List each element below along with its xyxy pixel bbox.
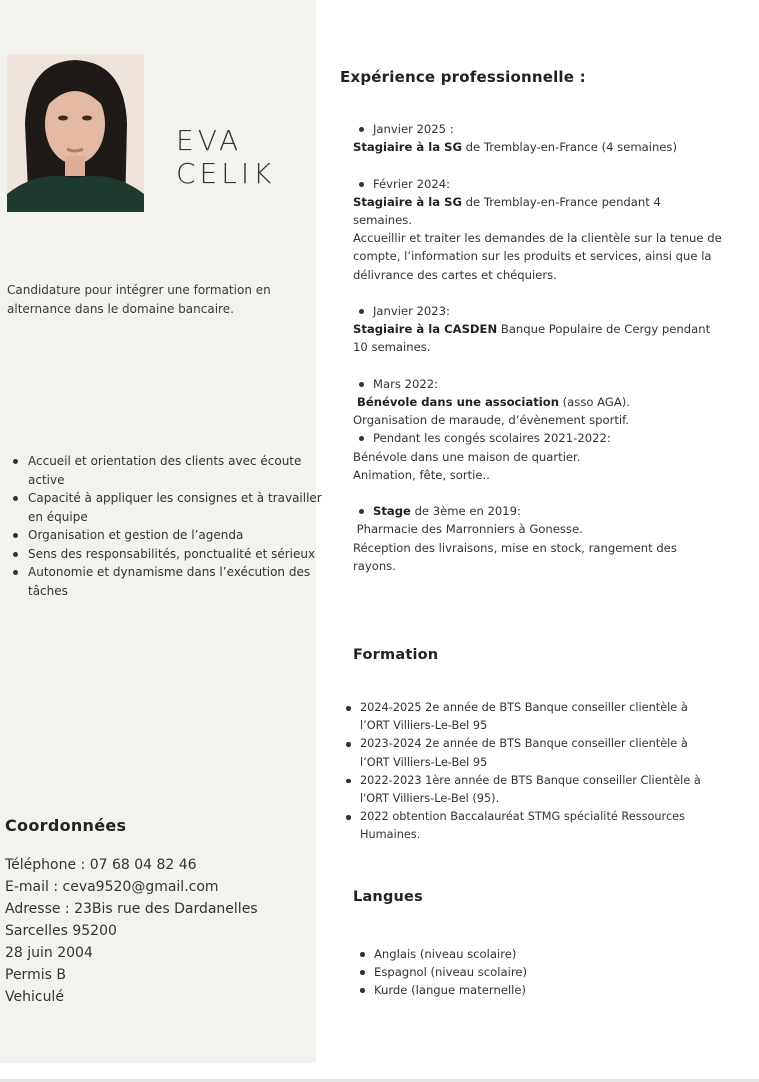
last-name: CELIK [176, 157, 276, 190]
experience-description: Pharmacie des Marronniers à Gonesse. [353, 522, 583, 537]
experience-detail: Banque Populaire de Cergy pendant 10 semaines. [353, 322, 711, 355]
experience-date: Février 2024: [353, 175, 723, 193]
langues-heading: Langues [353, 889, 423, 905]
experience-date [353, 502, 723, 520]
experience-detail: de Tremblay-en-France pendant 4 semaines. [353, 194, 661, 227]
formation-item: 2023-2024 2e année de BTS Banque conseiller clientèle à l’ORT Villiers-Le-Bel 95 [360, 735, 710, 771]
formation-list [360, 699, 710, 845]
contact-details [5, 854, 258, 1008]
skills-list [7, 452, 328, 600]
experience-date: Pendant les congés scolaires 2021-2022: [353, 429, 723, 447]
experience-date: Mars 2022: [353, 375, 723, 393]
experience-description: Accueillir et traiter les demandes de la clientèle sur la tenue de compte, l’information sur les produits et services, ainsi que la délivrance des cartes et chéquiers. [353, 231, 722, 282]
skill-item: Sens des responsabilités, ponctualité et sérieux [28, 545, 328, 564]
contact-heading: Coordonnées [5, 816, 127, 835]
experience-role: Bénévole dans une association [353, 395, 559, 409]
experience-role: Stage [373, 504, 411, 519]
experience-role: Stagiaire à la SG [353, 140, 462, 155]
experience-entry [353, 393, 723, 411]
formation-heading: Formation [353, 647, 439, 663]
experience-entry [353, 320, 723, 356]
experience-role: Stagiaire à la SG [353, 194, 462, 209]
contact-city: Sarcelles 95200 [5, 923, 117, 939]
contact-email: E-mail : ceva9520@gmail.com [5, 879, 219, 895]
skill-item: Autonomie et dynamisme dans l’exécution des tâches [28, 563, 328, 600]
skill-item: Accueil et orientation des clients avec écoute active [28, 452, 328, 489]
formation-item: 2024-2025 2e année de BTS Banque conseiller clientèle à l’ORT Villiers-Le-Bel 95 [360, 699, 710, 735]
experience-detail: (asso AGA). [558, 395, 630, 409]
experience-entry [353, 138, 723, 156]
experience-detail: de Tremblay-en-France (4 semaines) [461, 140, 677, 155]
experience-description: Animation, fête, sortie.. [353, 467, 490, 482]
contact-phone: Téléphone : 07 68 04 82 46 [5, 857, 197, 873]
contact-license: Permis B [5, 967, 66, 983]
profile-photo [7, 54, 144, 212]
profile-summary: Candidature pour intégrer une formation en alternance dans le domaine bancaire. [7, 283, 271, 316]
formation-item: 2022 obtention Baccalauréat STMG spécialité Ressources Humaines. [360, 808, 710, 844]
skill-item: Organisation et gestion de l’agenda [28, 526, 328, 545]
langue-item: Kurde (langue maternelle) [374, 981, 527, 999]
experience-heading: Expérience professionnelle : [340, 68, 586, 86]
formation-item: 2022-2023 1ère année de BTS Banque conseiller Clientèle à l'ORT Villiers-Le-Bel (95). [360, 772, 710, 808]
contact-vehicle: Vehiculé [5, 989, 64, 1005]
experience-date-text: de 3ème en 2019: [410, 504, 521, 519]
langues-list [374, 945, 527, 1000]
experience-role: Stagiaire à la CASDEN [353, 322, 498, 337]
portrait-illustration [7, 54, 144, 212]
langue-item: Espagnol (niveau scolaire) [374, 963, 527, 981]
first-name: EVA [176, 124, 243, 157]
contact-address: Adresse : 23Bis rue des Dardanelles [5, 901, 258, 917]
candidate-name [176, 124, 275, 190]
experience-date: Janvier 2025 : [353, 120, 723, 138]
langue-item: Anglais (niveau scolaire) [374, 945, 527, 963]
experience-date: Janvier 2023: [353, 302, 723, 320]
experience-description: Organisation de maraude, d’évènement sportif. [353, 413, 630, 428]
experience-entry [353, 193, 723, 229]
skill-item: Capacité à appliquer les consignes et à travailler en équipe [28, 489, 328, 526]
contact-birthdate: 28 juin 2004 [5, 945, 93, 961]
experience-list [353, 120, 723, 575]
experience-description: Réception des livraisons, mise en stock, rangement des rayons. [353, 540, 677, 573]
experience-description: Bénévole dans une maison de quartier. [353, 449, 581, 464]
